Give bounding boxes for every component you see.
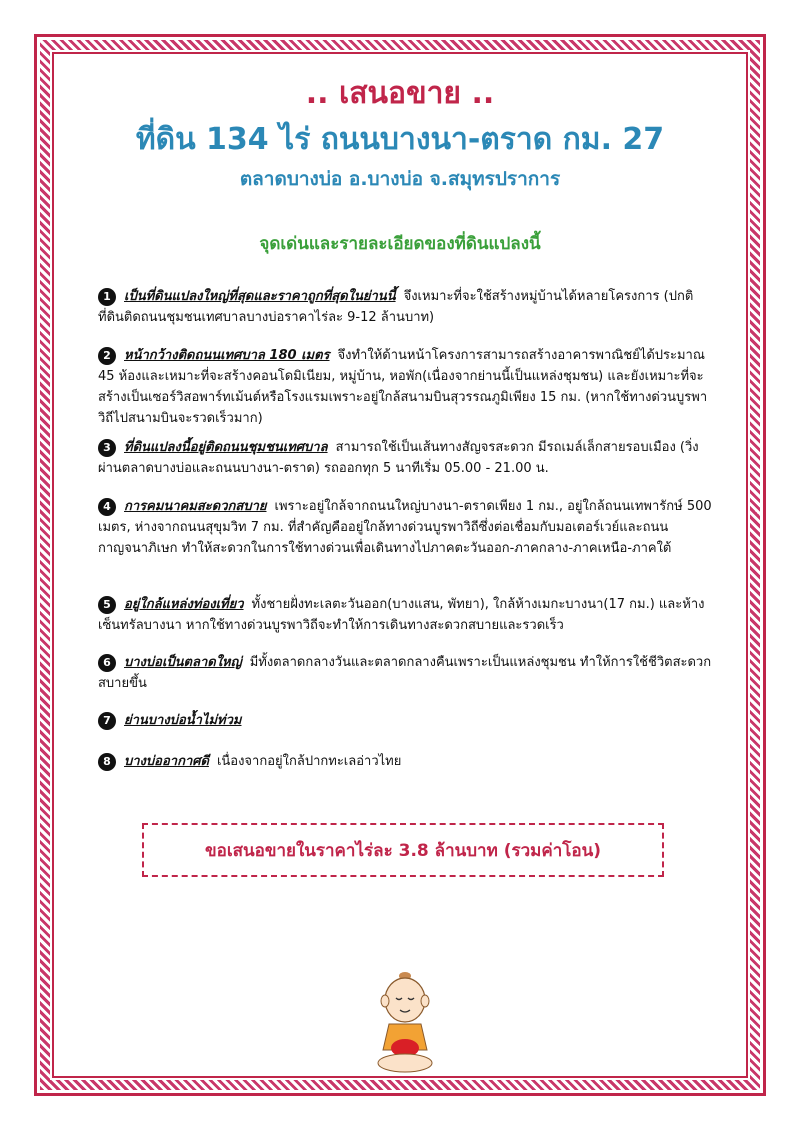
feature-item-1: [98, 286, 718, 328]
number-badge: 8: [98, 753, 116, 771]
feature-item-4: [98, 496, 718, 559]
feature-highlight: อยู่ใกล้แหล่งท่องเที่ยว: [124, 597, 244, 612]
number-badge: 4: [98, 498, 116, 516]
number-badge: 7: [98, 712, 116, 730]
feature-highlight: ที่ดินแปลงนี้อยู่ติดถนนชุมชนเทศบาล: [124, 440, 328, 455]
sale-title: .. เสนอขาย ..: [305, 76, 495, 111]
price-offer-text: ขอเสนอขายในราคาไร่ละ 3.8 ล้านบาท (รวมค่าโอน): [204, 840, 602, 861]
feature-highlight: บางบ่อเป็นตลาดใหญ่: [124, 655, 242, 670]
feature-text: เพราะอยู่ใกล้จากถนนใหญ่บางนา-ตราดเพียง 1 กม., อยู่ใกล้ถนนเทพารักษ์ 500 เมตร, ห่างจากถนนสุขุมวิท 7 กม. ที่สำคัญคืออยู่ใกล้ทางด่วนบูรพาวิถีซึ่งต่อเชื่อมกับมอเตอร์เวย์และถนนกาญจนาภิเษก ทำให้สะดวกในการใช้ทางด่วนเพื่อเดินทางไปภาคตะวันออก-ภาคกลาง-ภาคเหนือ-ภาคใต้: [98, 499, 712, 556]
feature-highlight: ย่านบางบ่อน้ำไม่ท่วม: [124, 713, 242, 728]
feature-item-2: [98, 345, 718, 429]
feature-highlight: เป็นที่ดินแปลงใหญ่ที่สุดและราคาถูกที่สุดในย่านนี้: [124, 289, 396, 304]
feature-item-8: [98, 751, 718, 772]
feature-text: ทั้งชายฝั่งทะเลตะวันออก(บางแสน, พัทยา), ใกล้ห้างเมกะบางนา(17 กม.) และห้างเซ็นทรัลบางนา หากใช้ทางด่วนบูรพาวิถีจะทำให้การเดินทางสะดวกสบายและรวดเร็ว: [98, 597, 705, 633]
feature-text: จึงทำให้ด้านหน้าโครงการสามารถสร้างอาคารพาณิชย์ได้ประมาณ 45 ห้องและเหมาะที่จะสร้างคอนโดมิเนียม, หมู่บ้าน, หอพัก(เนื่องจากย่านนี้เป็นแหล่งชุมชน) และยังเหมาะที่จะสร้างเป็นเซอร์วิสอพาร์ทเม้นต์หรือโรงแรมเพราะอยู่ใกล้สนามบินสุวรรณภูมิเพียง 15 กม. (หากใช้ทางด่วนบูรพาวิถีไปสนามบินจะรวดเร็วมาก): [98, 348, 708, 426]
location-subtitle: ตลาดบางบ่อ อ.บางบ่อ จ.สมุทรปราการ: [239, 168, 561, 190]
feature-text: จึงเหมาะที่จะใช้สร้างหมู่บ้านได้หลายโครงการ (ปกติที่ดินติดถนนชุมชนเทศบาลบางบ่อราคาไร่ละ 9-12 ล้านบาท): [98, 289, 694, 325]
number-badge: 3: [98, 439, 116, 457]
mascot-illustration: [375, 968, 435, 1078]
number-badge: 2: [98, 347, 116, 365]
feature-highlight: การคมนาคมสะดวกสบาย: [124, 499, 267, 514]
number-badge: 1: [98, 288, 116, 306]
frame-inner: [52, 52, 748, 1078]
feature-text: เนื่องจากอยู่ใกล้ปากทะเลอ่าวไทย: [216, 754, 402, 769]
number-badge: 6: [98, 654, 116, 672]
feature-item-5: [98, 594, 718, 636]
feature-item-3: [98, 437, 718, 479]
feature-item-7: [98, 710, 718, 731]
section-heading: จุดเด่นและรายละเอียดของที่ดินแปลงนี้: [259, 234, 541, 254]
feature-item-6: [98, 652, 718, 694]
feature-highlight: หน้ากว้างติดถนนเทศบาล 180 เมตร: [124, 348, 330, 363]
feature-highlight: บางบ่ออากาศดี: [124, 754, 209, 769]
feature-text: มีทั้งตลาดกลางวันและตลาดกลางคืนเพราะเป็นแหล่งชุมชน ทำให้การใช้ชีวิตสะดวกสบายขึ้น: [98, 655, 712, 691]
feature-text: สามารถใช้เป็นเส้นทางสัญจรสะดวก มีรถเมล์เล็กสายรอบเมือง (วิ่งผ่านตลาดบางบ่อและถนนบางนา-ตราด) รถออกทุก 5 นาทีเริ่ม 05.00 - 21.00 น.: [98, 440, 699, 476]
price-offer-box: [142, 823, 664, 877]
land-headline: ที่ดิน 134 ไร่ ถนนบางนา-ตราด กม. 27: [135, 122, 665, 157]
number-badge: 5: [98, 596, 116, 614]
